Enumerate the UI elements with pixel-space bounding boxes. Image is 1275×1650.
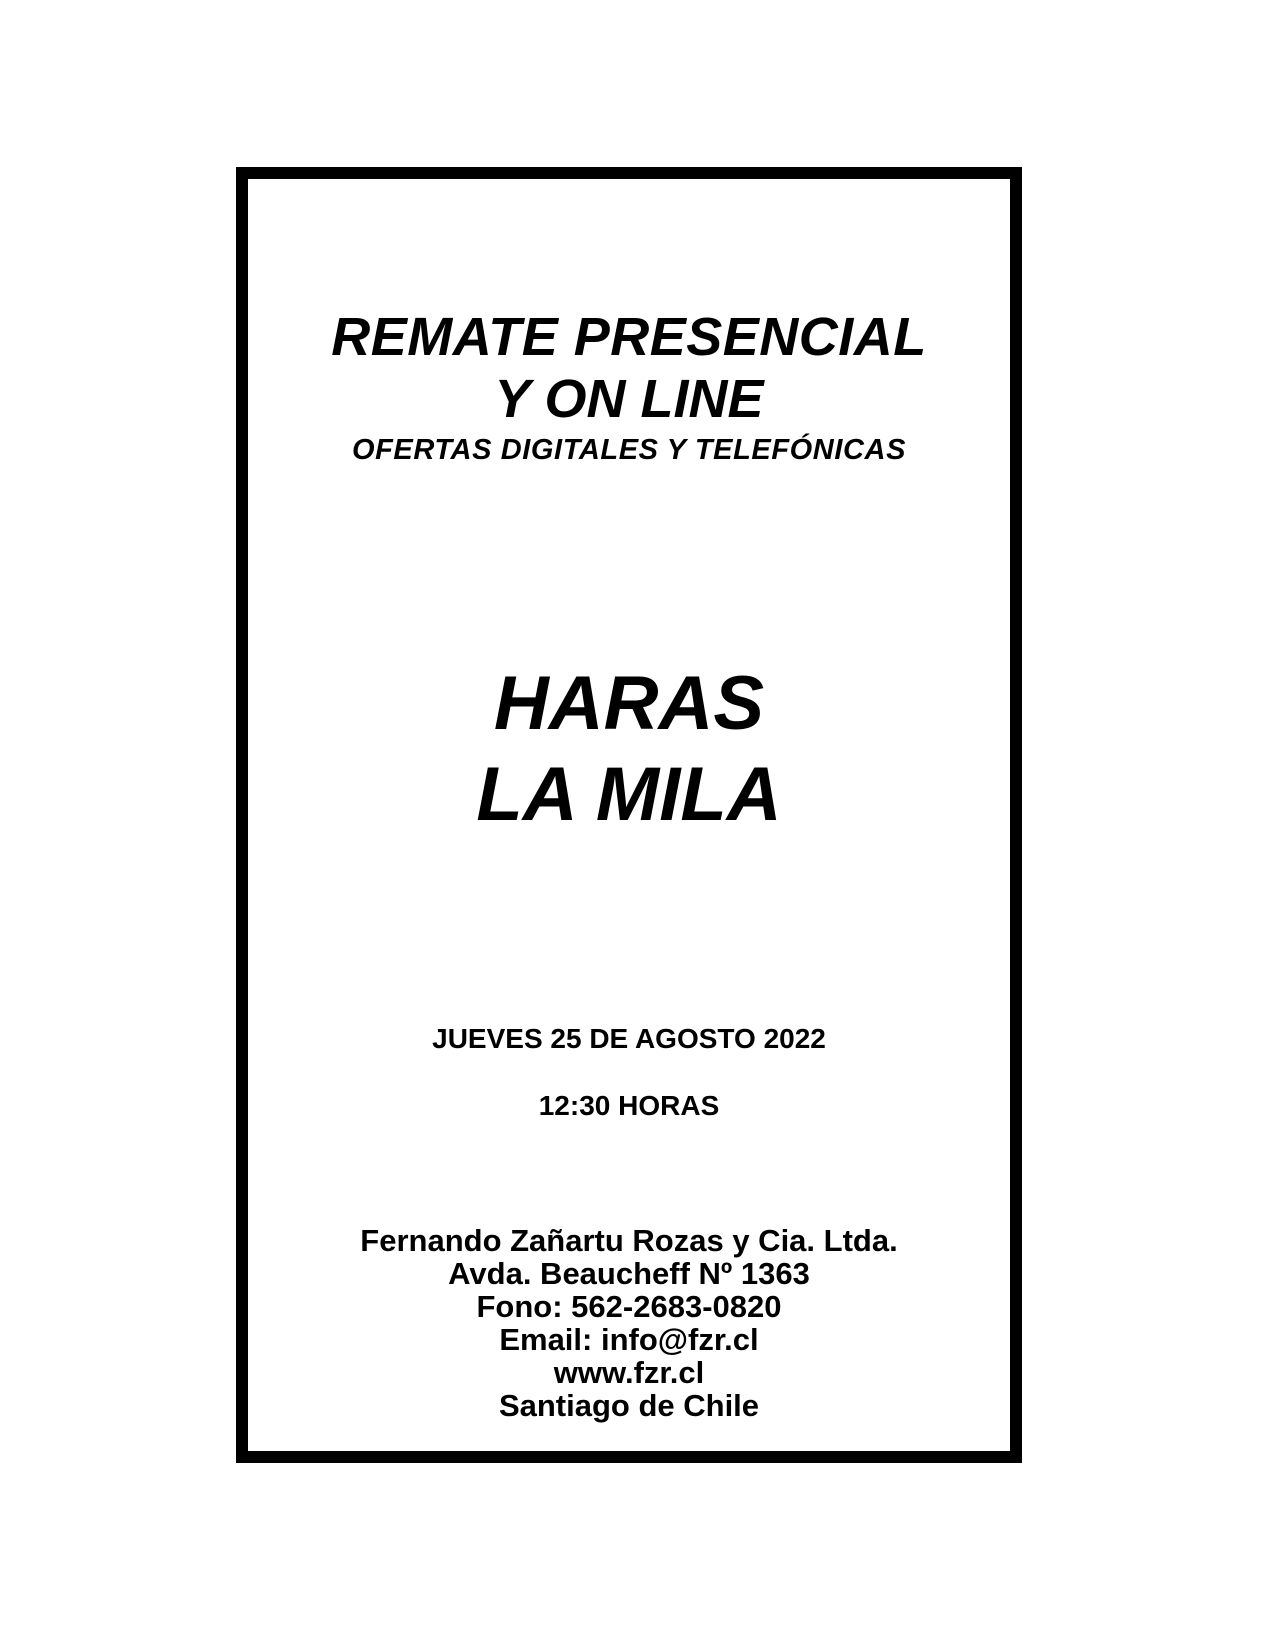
email: Email: info@fzr.cl	[499, 1322, 759, 1357]
event-time: 12:30 HORAS	[538, 1090, 720, 1121]
event-date: JUEVES 25 DE AGOSTO 2022	[432, 1023, 826, 1054]
phone: Fono: 562-2683-0820	[476, 1289, 782, 1324]
city: Santiago de Chile	[498, 1388, 760, 1423]
company-name: Fernando Zañartu Rozas y Cia. Ltda.	[360, 1223, 898, 1258]
cover-frame	[236, 167, 1022, 1463]
address: Avda. Beaucheff Nº 1363	[448, 1256, 810, 1291]
website: www.fzr.cl	[553, 1355, 705, 1390]
contact-block	[248, 1224, 1010, 1422]
haras-name-line-2: LA MILA	[476, 752, 782, 837]
title-line-2: Y ON LINE	[494, 369, 764, 429]
title-line-1: REMATE PRESENCIAL	[331, 307, 927, 367]
subtitle: OFERTAS DIGITALES Y TELEFÓNICAS	[351, 434, 907, 466]
haras-name-line-1: HARAS	[493, 661, 765, 746]
